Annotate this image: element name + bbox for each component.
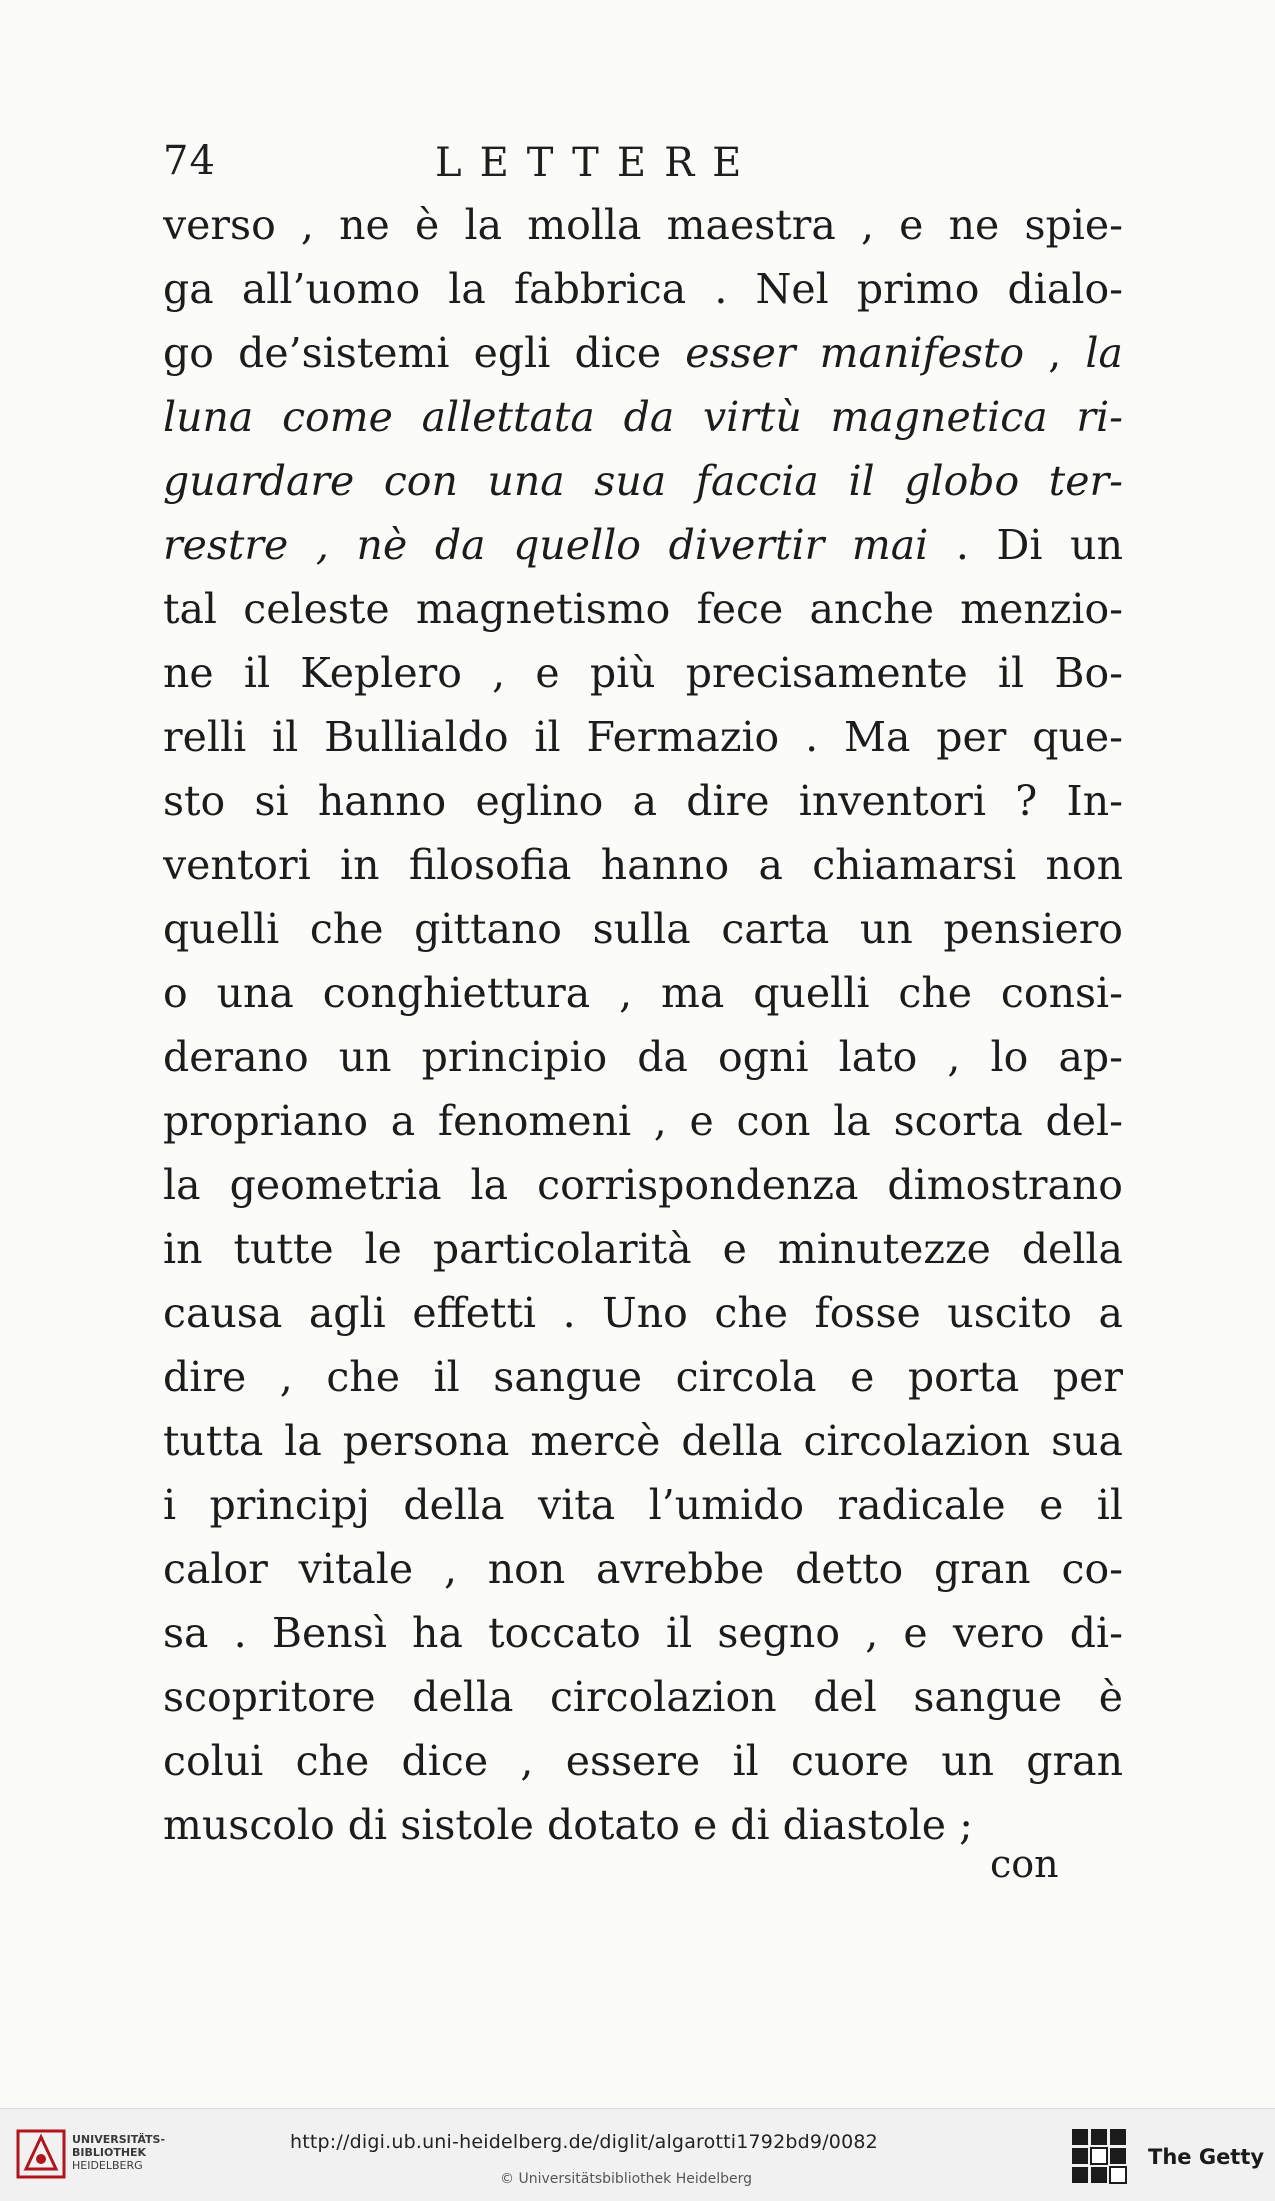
- copyright-notice: © Universitätsbibliothek Heidelberg: [500, 2171, 753, 2187]
- text-line: [163, 897, 1123, 961]
- text-line: [163, 321, 1123, 385]
- page-header: [163, 138, 1123, 198]
- text-segment: ga all’uomo la fabbrica . Nel primo dialo-: [163, 265, 1123, 313]
- text-line: [163, 1345, 1123, 1409]
- text-segment: la geometria la corrispondenza dimostrano: [163, 1161, 1123, 1209]
- text-segment: ventori in filosofia hanno a chiamarsi non: [163, 841, 1123, 889]
- catchword: con: [990, 1842, 1059, 1886]
- body-text: [163, 193, 1123, 1857]
- italic-text-segment: guardare con una sua faccia il globo ter-: [163, 457, 1123, 505]
- text-line: [163, 1409, 1123, 1473]
- text-line: [163, 1217, 1123, 1281]
- text-segment: i principj della vita l’umido radicale e il: [163, 1481, 1123, 1529]
- text-line: [163, 449, 1123, 513]
- text-line: [163, 385, 1123, 449]
- text-segment: colui che dice , essere il cuore un gran: [163, 1737, 1123, 1785]
- text-segment: sto si hanno eglino a dire inventori ? In-: [163, 777, 1123, 825]
- text-line: [163, 1089, 1123, 1153]
- page-number: 74: [163, 138, 216, 184]
- text-line: [163, 1537, 1123, 1601]
- library-city: HEIDELBERG: [72, 2159, 143, 2172]
- text-segment: derano un principio da ogni lato , lo ap-: [163, 1033, 1123, 1081]
- getty-logo-icon[interactable]: [1070, 2127, 1128, 2185]
- italic-text-segment: esser manifesto: [685, 329, 1025, 377]
- text-line: [163, 1793, 1123, 1857]
- text-segment: propriano a fenomeni , e con la scorta del-: [163, 1097, 1123, 1145]
- text-line: [163, 257, 1123, 321]
- text-segment: sa . Bensì ha toccato il segno , e vero di-: [163, 1609, 1123, 1657]
- text-segment: muscolo di sistole dotato e di diastole ;: [163, 1801, 973, 1849]
- permalink-url[interactable]: http://digi.ub.uni-heidelberg.de/diglit/algarotti1792bd9/0082: [290, 2131, 878, 2153]
- text-segment: causa agli effetti . Uno che fosse uscito a: [163, 1289, 1123, 1337]
- running-title: LETTERE: [435, 140, 760, 186]
- text-segment: in tutte le particolarità e minutezze della: [163, 1225, 1123, 1273]
- text-segment: tutta la persona mercè della circolazion sua: [163, 1417, 1123, 1465]
- library-name: [72, 2133, 165, 2172]
- text-segment: o una conghiettura , ma quelli che consi-: [163, 969, 1123, 1017]
- library-name-main: UNIVERSITÄTS- BIBLIOTHEK: [72, 2133, 166, 2159]
- text-segment: tal celeste magnetismo fece anche menzio-: [163, 585, 1123, 633]
- italic-text-segment: la: [1085, 329, 1123, 377]
- text-line: [163, 513, 1123, 577]
- text-line: [163, 1153, 1123, 1217]
- text-line: [163, 769, 1123, 833]
- text-line: [163, 1473, 1123, 1537]
- italic-text-segment: luna come allettata da virtù magnetica ri-: [163, 393, 1123, 441]
- text-segment: . Di un: [928, 521, 1123, 569]
- text-segment: calor vitale , non avrebbe detto gran co-: [163, 1545, 1123, 1593]
- partner-name: The Getty: [1148, 2145, 1265, 2169]
- viewer-footer: [0, 2108, 1275, 2201]
- text-line: [163, 1025, 1123, 1089]
- text-line: [163, 705, 1123, 769]
- text-line: [163, 1281, 1123, 1345]
- text-line: [163, 1665, 1123, 1729]
- italic-text-segment: restre , nè da quello divertir mai: [163, 521, 929, 569]
- text-line: [163, 961, 1123, 1025]
- text-line: [163, 1601, 1123, 1665]
- text-line: [163, 641, 1123, 705]
- text-segment: verso , ne è la molla maestra , e ne spie-: [163, 201, 1123, 249]
- library-seal-icon: [14, 2127, 68, 2181]
- text-segment: ,: [1024, 329, 1086, 377]
- text-segment: quelli che gittano sulla carta un pensiero: [163, 905, 1123, 953]
- text-line: [163, 577, 1123, 641]
- text-line: [163, 1729, 1123, 1793]
- text-line: [163, 833, 1123, 897]
- text-segment: relli il Bullialdo il Fermazio . Ma per que-: [163, 713, 1123, 761]
- text-segment: ne il Keplero , e più precisamente il Bo-: [163, 649, 1123, 697]
- text-line: [163, 193, 1123, 257]
- text-segment: dire , che il sangue circola e porta per: [163, 1353, 1123, 1401]
- university-library-logo[interactable]: [14, 2123, 174, 2185]
- text-segment: scopritore della circolazion del sangue è: [163, 1673, 1123, 1721]
- text-segment: go de’sistemi egli dice: [163, 329, 686, 377]
